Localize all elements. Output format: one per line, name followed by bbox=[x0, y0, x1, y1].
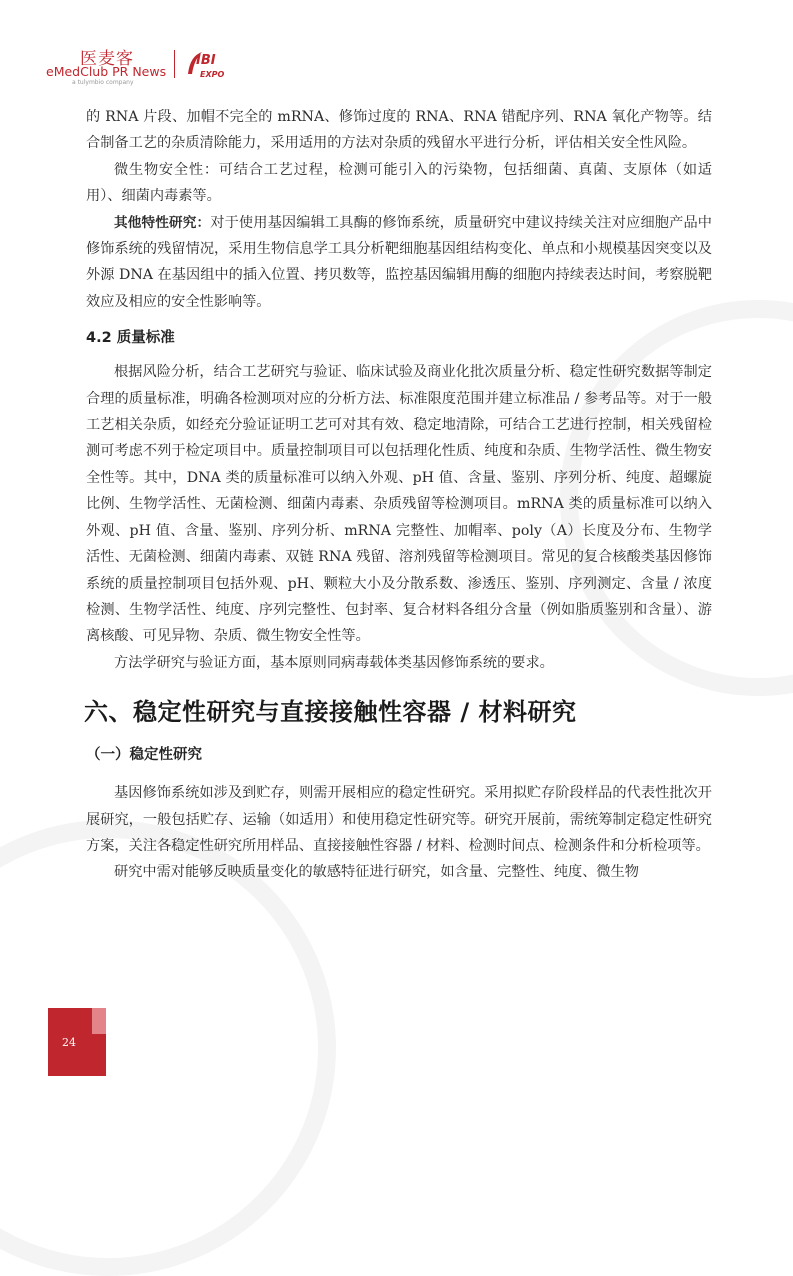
expo-top-text: IBI bbox=[196, 53, 216, 68]
heading-stability-study: （一）稳定性研究 bbox=[86, 747, 202, 764]
expo-bottom-text: EXPO bbox=[200, 70, 225, 79]
header-logos bbox=[46, 44, 286, 88]
other-characteristics-text: 对于使用基因编辑工具酶的修饰系统，质量研究中建议持续关注对应细胞产品中修饰系统的残留情况，采用生物信息学工具分析靶细胞基因组结构变化、单点和小规模基因突变以及外源 DNA 在基因组中的插入位置、拷贝数等，监控基因编辑用酶的细胞内持续表达时间，考察脱靶效应及相应的安全性影响等。 bbox=[86, 214, 712, 310]
logo-en: eMedClub PR News bbox=[46, 64, 167, 79]
paragraph-method-validation: 方法学研究与验证方面，基本原则同病毒载体类基因修饰系统的要求。 bbox=[114, 654, 554, 671]
page-number-box bbox=[48, 1008, 106, 1076]
paragraph-other-characteristics bbox=[86, 210, 712, 316]
paragraph-stability-1: 基因修饰系统如涉及到贮存，则需开展相应的稳定性研究。采用拟贮存阶段样品的代表性批次开展研究，一般包括贮存、运输（如适用）和使用稳定性研究等。研究开展前，需统筹制定稳定性研究方案，关注各稳定性研究所用样品、直接接触性容器 / 材料、检测时间点、检测条件和分析检项等。 bbox=[86, 785, 712, 854]
paragraph-quality-standard: 根据风险分析，结合工艺研究与验证、临床试验及商业化批次质量分析、稳定性研究数据等制定合理的质量标准，明确各检测项对应的分析方法、标准限度范围并建立标准品 / 参考品等。对于一般工艺相关杂质，如经充分验证证明工艺可对其有效、稳定地清除，可结合工艺进行控制，相关残留检测可考虑不列于检定项目中。质量控制项目可以包括理化性质、纯度和杂质、生物学活性、微生物安全性等。其中，DNA 类的质量标准可以纳入外观、pH 值、含量、鉴别、序列分析、纯度、超螺旋比例、生物学活性、无菌检测、细菌内毒素、杂质残留等检测项目。mRNA 类的质量标准可以纳入外观、pH 值、含量、鉴别、序列分析、mRNA 完整性、加帽率、poly（A）长度及分布、生物学活性、无菌检测、细菌内毒素、双链 RNA 残留、溶剂残留等检测项目。常见的复合核酸类基因修饰系统的质量控制项目包括外观、pH、颗粒大小及分散系数、渗透压、鉴别、序列测定、含量 / 浓度检测、生物学活性、纯度、序列完整性、包封率、复合材料各组分含量（例如脂质鉴别和含量）、游离核酸、可见异物、杂质、微生物安全性等。 bbox=[86, 364, 712, 645]
page-content bbox=[86, 104, 712, 886]
paragraph-impurity: 的 RNA 片段、加帽不完全的 mRNA、修饰过度的 RNA、RNA 错配序列、RNA 氧化产物等。结合制备工艺的杂质清除能力，采用适用的方法对杂质的残留水平进行分析，评估相关安全性风险。 bbox=[86, 109, 712, 152]
logo-cn: 医麦客 bbox=[80, 49, 134, 69]
paragraph-microbial-safety: 微生物安全性：可结合工艺过程，检测可能引入的污染物，包括细菌、真菌、支原体（如适用）、细菌内毒素等。 bbox=[86, 161, 712, 205]
page-number: 24 bbox=[62, 1036, 76, 1049]
page-box-notch bbox=[92, 1008, 106, 1034]
paragraph-stability-2: 研究中需对能够反映质量变化的敏感特征进行研究，如含量、完整性、纯度、微生物 bbox=[114, 864, 639, 881]
ibi-expo-logo-icon bbox=[184, 46, 232, 82]
logo-sub: a tulymbio company bbox=[72, 79, 134, 86]
logo-divider bbox=[174, 50, 175, 78]
section-title-stability: 六、稳定性研究与直接接触性容器 / 材料研究 bbox=[84, 698, 577, 727]
heading-4-2-quality-standard: 4.2 质量标准 bbox=[86, 330, 175, 347]
other-characteristics-label: 其他特性研究： bbox=[114, 214, 211, 231]
